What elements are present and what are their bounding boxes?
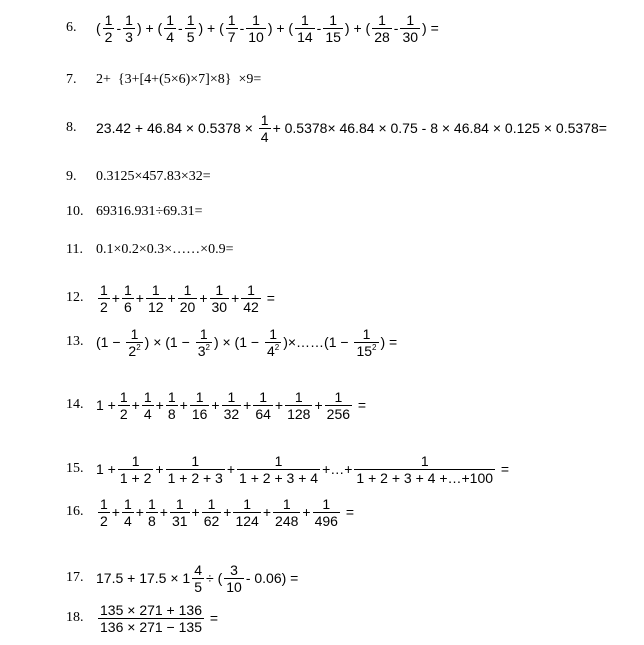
problem-14 (66, 383, 366, 427)
expression-text: ) = (422, 20, 439, 36)
denominator-base: 124 (235, 512, 259, 529)
expression-text: + (231, 290, 240, 306)
numerator: 1 (123, 495, 132, 512)
numerator: 1 (130, 325, 139, 342)
denominator (259, 128, 271, 145)
denominator-base: 2 (100, 512, 108, 529)
denominator (354, 469, 495, 486)
expression-text: - (393, 20, 399, 36)
fraction (354, 326, 378, 359)
numerator: 1 (334, 388, 343, 405)
denominator (226, 28, 238, 45)
denominator (192, 578, 204, 595)
denominator-base: 32 (223, 405, 240, 422)
fraction (178, 282, 198, 315)
expression-text: + (223, 504, 232, 520)
expression-text: + (226, 461, 236, 477)
expression-text: - (239, 20, 245, 36)
numerator: 1 (186, 11, 195, 28)
denominator (126, 342, 142, 359)
expression-text: + (262, 504, 272, 520)
fraction (192, 562, 204, 595)
numerator: 1 (274, 452, 283, 469)
expression-text: - 0.06) = (245, 570, 299, 586)
fraction (325, 389, 352, 422)
denominator (122, 298, 134, 315)
numerator: 1 (247, 281, 255, 298)
denominator (325, 405, 352, 422)
fraction (122, 282, 134, 315)
numerator: 1 (100, 281, 108, 298)
expression-text: ) + ( (267, 20, 294, 36)
numerator: 1 (104, 11, 113, 28)
problem-number: 17. (66, 570, 84, 585)
expression-text: + (211, 397, 220, 413)
fraction (166, 389, 178, 422)
problem-number: 14. (66, 397, 84, 412)
problem-number: 7. (66, 72, 77, 87)
numerator: 1 (300, 11, 309, 28)
denominator (98, 618, 204, 635)
denominator (246, 28, 266, 45)
denominator (295, 28, 315, 45)
problem-15 (66, 447, 509, 491)
expression-text: + (302, 504, 311, 520)
denominator-base: 248 (275, 512, 299, 529)
denominator-base: 10 (248, 28, 264, 45)
denominator (222, 405, 242, 422)
denominator-base: 62 (203, 512, 220, 529)
numerator: 1 (207, 495, 216, 512)
expression-text: 0.3125×457.83×32= (96, 169, 211, 184)
denominator-base: 256 (326, 405, 351, 422)
denominator-base: 2 (104, 28, 113, 45)
fraction (253, 389, 273, 422)
expression-text: ÷ ( (206, 570, 223, 586)
expression-text: ( (96, 20, 101, 36)
expression-text: = (354, 397, 367, 413)
denominator (253, 405, 273, 422)
denominator-base: 128 (287, 405, 311, 422)
expression-text: + (167, 290, 176, 306)
fraction (103, 12, 115, 45)
expression-text: 1 + (96, 397, 116, 413)
denominator-base: 15 (356, 342, 373, 359)
denominator-base: 3 (197, 342, 206, 359)
fraction (400, 12, 420, 45)
denominator-base: 136 × 271 − 135 (100, 618, 202, 635)
fraction (98, 602, 204, 635)
numerator: 3 (230, 561, 238, 578)
denominator (146, 512, 158, 529)
denominator (196, 342, 212, 359)
expression-text: 23.42 + 46.84 × 0.5378 × (96, 120, 257, 136)
fraction (246, 12, 266, 45)
fraction (126, 326, 142, 359)
denominator (323, 28, 343, 45)
numerator: 1 (125, 11, 133, 28)
fraction (295, 12, 315, 45)
fraction (146, 496, 158, 529)
exponent: 2 (136, 342, 141, 352)
denominator (202, 512, 222, 529)
numerator: 1 (260, 111, 269, 128)
problem-16 (66, 490, 354, 534)
fraction (354, 453, 495, 486)
fraction (166, 453, 225, 486)
numerator: 1 (191, 452, 200, 469)
fraction (285, 389, 312, 422)
denominator-base: 2 (119, 405, 128, 422)
denominator (190, 405, 210, 422)
problem-18 (66, 596, 218, 640)
problem-17 (66, 556, 298, 600)
denominator-base: 31 (171, 512, 188, 529)
numerator: 1 (259, 388, 268, 405)
numerator: 1 (378, 11, 386, 28)
denominator-base: 15 (325, 28, 341, 45)
expression-text: ) = (380, 334, 398, 350)
denominator-base: 42 (243, 298, 259, 315)
fraction (98, 282, 110, 315)
denominator (273, 512, 300, 529)
numerator: 1 (252, 11, 260, 28)
fraction (372, 12, 392, 45)
denominator (166, 469, 225, 486)
fraction (118, 389, 130, 422)
fraction (313, 496, 340, 529)
numerator: 1 (167, 388, 176, 405)
fraction (273, 496, 300, 529)
expression-text: + (111, 290, 120, 306)
numerator: 135 × 271 + 136 (100, 601, 202, 618)
numerator: 1 (362, 325, 371, 342)
denominator-base: 1 + 2 + 3 (167, 469, 223, 486)
expression-text: (1 − (96, 334, 125, 350)
problem-number: 6. (66, 20, 77, 35)
expression-text: + (111, 504, 120, 520)
expression-text: 17.5 + 17.5 × 1 (96, 570, 191, 586)
expression-text: + (155, 397, 164, 413)
numerator: 1 (131, 452, 140, 469)
fraction (259, 112, 271, 145)
denominator (118, 405, 130, 422)
denominator-base: 4 (260, 128, 269, 145)
numerator: 1 (100, 495, 108, 512)
denominator-base: 64 (255, 405, 271, 422)
fraction (164, 12, 176, 45)
expression-text: + (199, 290, 208, 306)
problem-number: 9. (66, 169, 77, 184)
fraction (98, 496, 110, 529)
expression-text: = (206, 610, 219, 626)
numerator: 1 (227, 11, 236, 28)
denominator (400, 28, 420, 45)
expression-text: ) + ( (344, 20, 371, 36)
exponent: 2 (205, 342, 210, 352)
denominator (313, 512, 340, 529)
numerator: 1 (282, 495, 291, 512)
fraction (123, 12, 135, 45)
denominator (146, 298, 166, 315)
denominator (237, 469, 320, 486)
fraction (196, 326, 212, 359)
denominator-base: 30 (211, 298, 228, 315)
fraction (185, 12, 197, 45)
numerator: 1 (329, 11, 338, 28)
fraction (170, 496, 190, 529)
expression-text: - (116, 20, 122, 36)
numerator: 1 (183, 281, 192, 298)
fraction (222, 389, 242, 422)
expression-text: + (155, 461, 164, 477)
denominator-base: 14 (297, 28, 313, 45)
expression-text: - (178, 20, 183, 36)
denominator-base: 4 (266, 342, 275, 359)
fraction (210, 282, 230, 315)
fraction (202, 496, 222, 529)
fraction (142, 389, 154, 422)
numerator: 4 (194, 561, 202, 578)
problem-8 (66, 106, 607, 150)
numerator: 1 (147, 495, 156, 512)
denominator-base: 4 (123, 512, 132, 529)
denominator-base: 7 (227, 28, 236, 45)
numerator: 1 (215, 281, 224, 298)
denominator (285, 405, 312, 422)
denominator-base: 4 (143, 405, 152, 422)
fraction (323, 12, 343, 45)
expression-text: - (316, 20, 322, 36)
denominator (224, 578, 244, 595)
denominator-base: 2 (100, 298, 108, 315)
denominator-base: 8 (147, 512, 156, 529)
numerator: 1 (420, 452, 429, 469)
denominator (122, 512, 134, 529)
problem-number: 16. (66, 504, 84, 519)
expression-text: + (135, 290, 144, 306)
denominator-base: 4 (166, 28, 175, 45)
expression-text: ) × (1 − (213, 334, 263, 350)
denominator (164, 28, 176, 45)
numerator: 1 (227, 388, 236, 405)
numerator: 1 (199, 325, 208, 342)
problem-number: 12. (66, 290, 84, 305)
expression-text: 2+ {3+[4+(5×6)×7]×8} ×9= (96, 72, 262, 87)
denominator-base: 2 (128, 342, 137, 359)
problem-12 (66, 276, 275, 320)
exponent: 2 (274, 342, 280, 352)
exponent: 2 (372, 342, 377, 352)
denominator (210, 298, 230, 315)
expression-text: ) + ( (198, 20, 224, 36)
denominator (178, 298, 198, 315)
expression-text: = (497, 461, 510, 477)
expression-text: + 0.5378× 46.84 × 0.75 - 8 × 46.84 × 0.125 × 0.5378= (272, 120, 607, 136)
expression-text: + (274, 397, 284, 413)
denominator-base: 20 (179, 298, 196, 315)
fraction (226, 12, 238, 45)
denominator-base: 5 (194, 578, 202, 595)
expression-text: + (314, 397, 323, 413)
denominator (123, 28, 135, 45)
denominator-base: 5 (186, 28, 195, 45)
expression-text: 0.1×0.2×0.3×……×0.9= (96, 242, 234, 257)
fraction (241, 282, 261, 315)
expression-text: ) × (1 − (144, 334, 194, 350)
denominator-base: 1 + 2 + 3 + 4 (239, 469, 319, 486)
problem-number: 8. (66, 120, 77, 135)
fraction (118, 453, 154, 486)
denominator (166, 405, 178, 422)
expression-text: 69316.931÷69.31= (96, 204, 203, 219)
denominator (233, 512, 260, 529)
problem-number: 18. (66, 610, 84, 625)
fraction (233, 496, 260, 529)
denominator-base: 28 (374, 28, 390, 45)
numerator: 1 (195, 388, 204, 405)
denominator (372, 28, 392, 45)
denominator (265, 342, 281, 359)
numerator: 1 (269, 325, 277, 342)
problem-13 (66, 320, 397, 364)
problem-7 (66, 58, 261, 102)
fraction (265, 326, 281, 359)
expression-text: ) + ( (136, 20, 163, 36)
denominator (98, 512, 110, 529)
expression-text: + (243, 397, 252, 413)
denominator (103, 28, 115, 45)
numerator: 1 (322, 495, 331, 512)
expression-text: +…+ (322, 461, 353, 477)
denominator-base: 12 (147, 298, 164, 315)
denominator (354, 342, 378, 359)
problem-number: 13. (66, 334, 84, 349)
numerator: 1 (123, 281, 132, 298)
fraction (122, 496, 134, 529)
denominator-base: 30 (402, 28, 419, 45)
denominator-base: 496 (314, 512, 338, 529)
numerator: 1 (166, 11, 175, 28)
fraction (190, 389, 210, 422)
fraction (237, 453, 320, 486)
numerator: 1 (175, 495, 184, 512)
expression-text: )×……(1 − (283, 334, 353, 350)
denominator-base: 1 + 2 + 3 + 4 +…+100 (356, 469, 494, 486)
numerator: 1 (119, 388, 128, 405)
problem-number: 11. (66, 242, 83, 257)
expression-text: + (179, 397, 188, 413)
denominator (185, 28, 197, 45)
problem-number: 15. (66, 461, 84, 476)
numerator: 1 (143, 388, 152, 405)
denominator-base: 8 (167, 405, 176, 422)
expression-text: + (135, 504, 144, 520)
expression-text: + (131, 397, 140, 413)
numerator: 1 (243, 495, 252, 512)
denominator (98, 298, 110, 315)
expression-text: = (262, 290, 275, 306)
expression-text: 1 + (96, 461, 116, 477)
numerator: 1 (151, 281, 160, 298)
denominator-base: 1 + 2 (119, 469, 152, 486)
denominator-base: 10 (226, 578, 242, 595)
denominator-base: 6 (123, 298, 132, 315)
problem-number: 10. (66, 204, 84, 219)
fraction (146, 282, 166, 315)
denominator (241, 298, 261, 315)
expression-text: + (191, 504, 200, 520)
problem-6 (66, 6, 439, 50)
problem-11 (66, 228, 233, 272)
expression-text: = (341, 504, 355, 520)
numerator: 1 (406, 11, 415, 28)
denominator-base: 16 (191, 405, 208, 422)
expression-text: + (159, 504, 168, 520)
denominator (142, 405, 154, 422)
fraction (224, 562, 244, 595)
denominator (170, 512, 190, 529)
denominator-base: 3 (125, 28, 133, 45)
numerator: 1 (294, 388, 303, 405)
denominator (118, 469, 154, 486)
